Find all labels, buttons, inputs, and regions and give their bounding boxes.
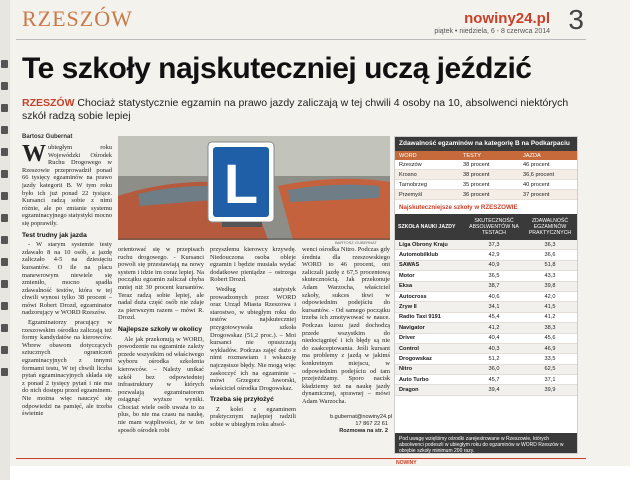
cell: Dragon <box>399 387 419 394</box>
table-row <box>395 385 577 395</box>
photo-illustration <box>118 136 390 240</box>
table-row <box>395 282 577 292</box>
table-row <box>395 354 577 364</box>
subheading-best-schools: Najlepsze szkoły w okolicy <box>118 325 202 333</box>
cell: 40 procent <box>523 181 550 188</box>
table-row <box>395 323 577 333</box>
table-row <box>395 334 577 344</box>
cell: 41,2 <box>488 324 500 331</box>
cell: 36,6 procent <box>523 171 555 178</box>
small-header-word: WORD <box>399 152 417 159</box>
table-row <box>395 344 577 354</box>
page-gutter <box>0 0 10 480</box>
cell: Control <box>399 345 419 352</box>
cell: 40,3 <box>488 345 500 352</box>
article-headline: Te szkoły najskuteczniej uczą jeździć <box>22 52 532 85</box>
col3-paragraph-2: Według statystyk prowadzonych przez WORD oraz Urząd Miasta Rzeszowa i starostwo, w ubiegłym roku do testów najskuteczniej przygotowywała szkoła Drogowskaz (51,2 proc.). – Moi kursanci nie opuszczają wykładów. Podczas zajęć dużo z nimi rozmawiam i wskazuję najczęstsze błędy. Nie mogą więc zaskoczyć ich na egzaminie – mówi Grzegorz Jaworski, właściciel ośrodka Drogowskaz. <box>210 285 296 392</box>
cell: 42,0 <box>544 293 556 300</box>
article-column-1 <box>22 144 112 444</box>
cell: Liga Obrony Kraju <box>399 241 448 248</box>
col1-paragraph-2: - W starym systemie testy zdawało 8 na 10 osób, a jazdę zaliczało 4-5 na dziesięciu kursantów. O ile na placu manewrowym niewiele się zmieniło, mocno spadła zdawalność testów, która w tej chwili wynosi tylko 38 procent – mówi Robert Drozd, egzaminator nadzorujący w WORD Rzeszów. <box>22 241 112 317</box>
cell: Eksa <box>399 283 413 290</box>
cell: 36,0 <box>488 366 500 373</box>
cell: 51,2 <box>488 355 500 362</box>
table-row <box>395 250 577 260</box>
cell: 40,4 <box>488 335 500 342</box>
cell: Motor <box>399 272 415 279</box>
table-row <box>395 292 577 302</box>
table-row <box>395 160 577 170</box>
lead-text: Chociaż statystycznie egzamin na prawo jazdy zaliczają w tej chwili 4 osoby na 10, absolwenci niektórych szkół radzą sobie lepiej <box>22 97 569 122</box>
cell: 45,7 <box>488 376 500 383</box>
brand-logo: nowiny24.pl <box>464 10 550 27</box>
cell: 51,8 <box>544 262 556 269</box>
col2-paragraph-1: orientować się w przepisach ruchu drogowego. - Kursanci powoli się przestawiają na nowy system i idzie im coraz lepiej. Na początku egzamin zaliczał chyba mniej niż 30 procent kursantów. Teraz radzą sobie lepiej, ale nadal duża część osób nie zdaje za pierwszym razem – mówi R. Drozd. <box>118 246 204 322</box>
article-column-3 <box>210 246 296 446</box>
article-column-4 <box>302 246 390 412</box>
cell: SAWAS <box>399 262 420 269</box>
table-row <box>395 261 577 271</box>
issue-date: piątek • niedziela, 6 - 8 czerwca 2014 <box>434 28 550 35</box>
table-row <box>395 180 577 190</box>
cell: 36,6 <box>544 252 556 259</box>
cell: Przemyśl <box>399 191 422 198</box>
table-row <box>395 313 577 323</box>
cell: 38,3 <box>544 324 556 331</box>
page-number: 3 <box>568 4 584 35</box>
cell: 36,5 <box>488 272 500 279</box>
cell: 39,9 <box>544 387 556 394</box>
cell: Auto Turbo <box>399 376 429 383</box>
col1-paragraph-3: Egzaminatorzy pracujący w rzeszowskim ośrodku zaliczają też formy kandydatów na kierowców. Wbrew obawom dotyczących sztucznych ograniczeń egzaminacyjnych z innymi formami testu, W tej chwili liczba pytań egzaminacyjnych składa się z ponad 2 tysięcy pytań i nie ma do nich dostępu przed egzaminem. Nie można więc nauczyć się odpowiedzi na pamięć, ale trzeba świetnie <box>22 319 112 418</box>
table-row <box>395 271 577 281</box>
cell: Krosno <box>399 171 417 178</box>
binding-marks <box>1 60 8 390</box>
cell: 41,5 <box>544 304 556 311</box>
table-row <box>395 375 577 385</box>
section-city-title: RZESZÓW <box>22 6 133 31</box>
big-table-header <box>395 214 577 240</box>
cell: Rzeszów <box>399 161 422 168</box>
cell: 46 procent <box>523 161 550 168</box>
col2-paragraph-2: Ale jak przekonują w WORD, powodzenie na egzaminie zależy przede wszystkim od właściwego wyboru ośrodka szkolenia kierowców. – Należy unikać szkół bez odpowiedniej infrastruktury w których pozwalają egzaminatorom osiągnąć wyższe wyniki. Chociaż wiele osób uważa to za plus, bo nie ma czasu na naukę, nie mam wątpliwości, że w ten sposób ośrodek robi <box>118 335 204 434</box>
lead-kicker: RZESZÓW <box>22 97 75 109</box>
table-footnote: Pod uwagę wzięliśmy ośrodki zarejestrowane w Rzeszowie, których absolwenci podeszli w ubiegłym roku do egzaminów w WORD Rzeszów w obrębie szkoły minimum 200 razy. <box>395 433 577 453</box>
cell: 37,3 <box>488 241 500 248</box>
author-email: b.gubernat@nowiny24.pl <box>330 414 392 420</box>
cell: 41,2 <box>544 314 556 321</box>
article-column-2 <box>118 246 204 446</box>
cell: Automobilklub <box>399 252 439 259</box>
cell: 37 procent <box>523 191 550 198</box>
big-header-practical: ZDAWALNOŚĆ EGZAMINÓW PRAKTYCZNYCH <box>528 218 572 236</box>
cell: 34,1 <box>488 304 500 311</box>
col4-paragraph-1: wenci ośrodka Nitro. Podczas gdy średnia dla rzeszowskiego WORD to 46 procent, oni zaliczali jazdę z 67,5 procentową skutecznością. Jak przekonuje Adam Warzocha, właściciel szkoły, sukces tkwi w odpowiednim podejściu do kursantów. - Od samego początku trzeba ich zmotywować w nauce. Podczas kursu jazd dochodzą przede wszystkim do niedociągnięć i ich błędy są nie do zaakceptowania. Jeśli kursant ma problemy z jazdą w jakimś konkretnym miejscu, w odpowiednim podejściu od tam przejeżdżamy. Sporo nacisk kładziemy też na naukę jazdy dynamicznej, sprawnej – mówi Adam Warzocha. <box>302 246 390 405</box>
footer-label: NOWINY <box>396 460 417 466</box>
cell: Driver <box>399 335 416 342</box>
author-contact <box>330 414 392 435</box>
cell: Navigator <box>399 324 425 331</box>
article-photo <box>118 136 390 240</box>
cell: Zryw II <box>399 304 417 311</box>
cell: 35 procent <box>463 181 490 188</box>
cell: 42,9 <box>488 252 500 259</box>
cell: Radio Taxi 9191 <box>399 314 441 321</box>
statistics-panel <box>394 136 578 454</box>
byline: Bartosz Gubernat <box>22 134 73 140</box>
cell: Autocross <box>399 293 427 300</box>
masthead <box>16 4 586 40</box>
cell: 36,3 <box>544 241 556 248</box>
cell: Tarnobrzeg <box>399 181 427 188</box>
cell: 45,4 <box>488 314 500 321</box>
small-header-driving: JAZDA <box>523 152 541 159</box>
cell: 62,5 <box>544 366 556 373</box>
cell: 40,6 <box>488 293 500 300</box>
cell: 43,3 <box>544 272 556 279</box>
article-lead <box>22 97 582 123</box>
cell: 45,6 <box>544 335 556 342</box>
subheading-effort: Trzeba się przyłożyć <box>210 396 274 404</box>
cell: 39,8 <box>544 283 556 290</box>
table-row <box>395 365 577 375</box>
table-row <box>395 302 577 312</box>
table-row <box>395 190 577 200</box>
small-header-tests: TESTY <box>463 152 482 159</box>
cell: 38 procent <box>463 161 490 168</box>
cell: 39,4 <box>488 387 500 394</box>
table-row <box>395 170 577 180</box>
cell: Drogowskaz <box>399 355 432 362</box>
big-header-school: SZKOŁA NAUKI JAZDY <box>398 224 456 230</box>
photo-credit: BARTOSZ GUBERNAT <box>335 240 377 245</box>
cell: 40,9 <box>488 262 500 269</box>
dropcap: W <box>22 144 46 167</box>
small-table-title: Zdawalność egzaminów na kategorię B na Podkarpaciu <box>395 137 577 151</box>
small-table-body <box>395 160 577 200</box>
table-row <box>395 240 577 250</box>
cell: Nitro <box>399 366 413 373</box>
cell: 46,9 <box>544 345 556 352</box>
col3-paragraph-3: Z kolei z egzaminem praktycznym najlepiej radzili sobie w ubiegłym roku absol- <box>210 405 296 429</box>
col3-paragraph-1: przyszłemu kierowcy krzywdę. Niedouczona osoba obleje egzamin i będzie musiała wydać dodatkowe pieniądze – ostrzega Robert Drozd. <box>210 246 296 284</box>
cell: 38 procent <box>463 171 490 178</box>
big-table-title: Najskuteczniejsze szkoły w RZESZOWIE <box>399 204 518 211</box>
cell: 37,1 <box>544 376 556 383</box>
small-table-header <box>395 151 577 160</box>
col1-paragraph-1: ubiegłym roku Wojewódzki Ośrodek Ruchu Drogowego w Rzeszowie przeprowadził ponad 66 tysięcy egzaminów na prawo jazdy kategorii B. W tym roku było ich już ponad 22 tysiące. Kursanci radzą sobie z nimi różnie, ale po zmianie systemu egzaminacyjnego statystyki mocno się poprawiły. <box>22 144 112 227</box>
subheading-test: Test trudny jak jazda <box>22 231 87 239</box>
cell: 33,5 <box>544 355 556 362</box>
footer-strip <box>16 458 586 466</box>
cell: 38,7 <box>488 283 500 290</box>
interview-reference: Rozmowa na str. 2 <box>339 428 388 434</box>
big-table-body <box>395 240 577 396</box>
svg-text:L: L <box>223 152 259 215</box>
cell: 36 procent <box>463 191 490 198</box>
big-header-tests: SKUTECZNOŚĆ ABSOLWENTÓW NA TESTACH <box>469 218 519 236</box>
author-phone: 17 867 22 61 <box>355 421 388 427</box>
